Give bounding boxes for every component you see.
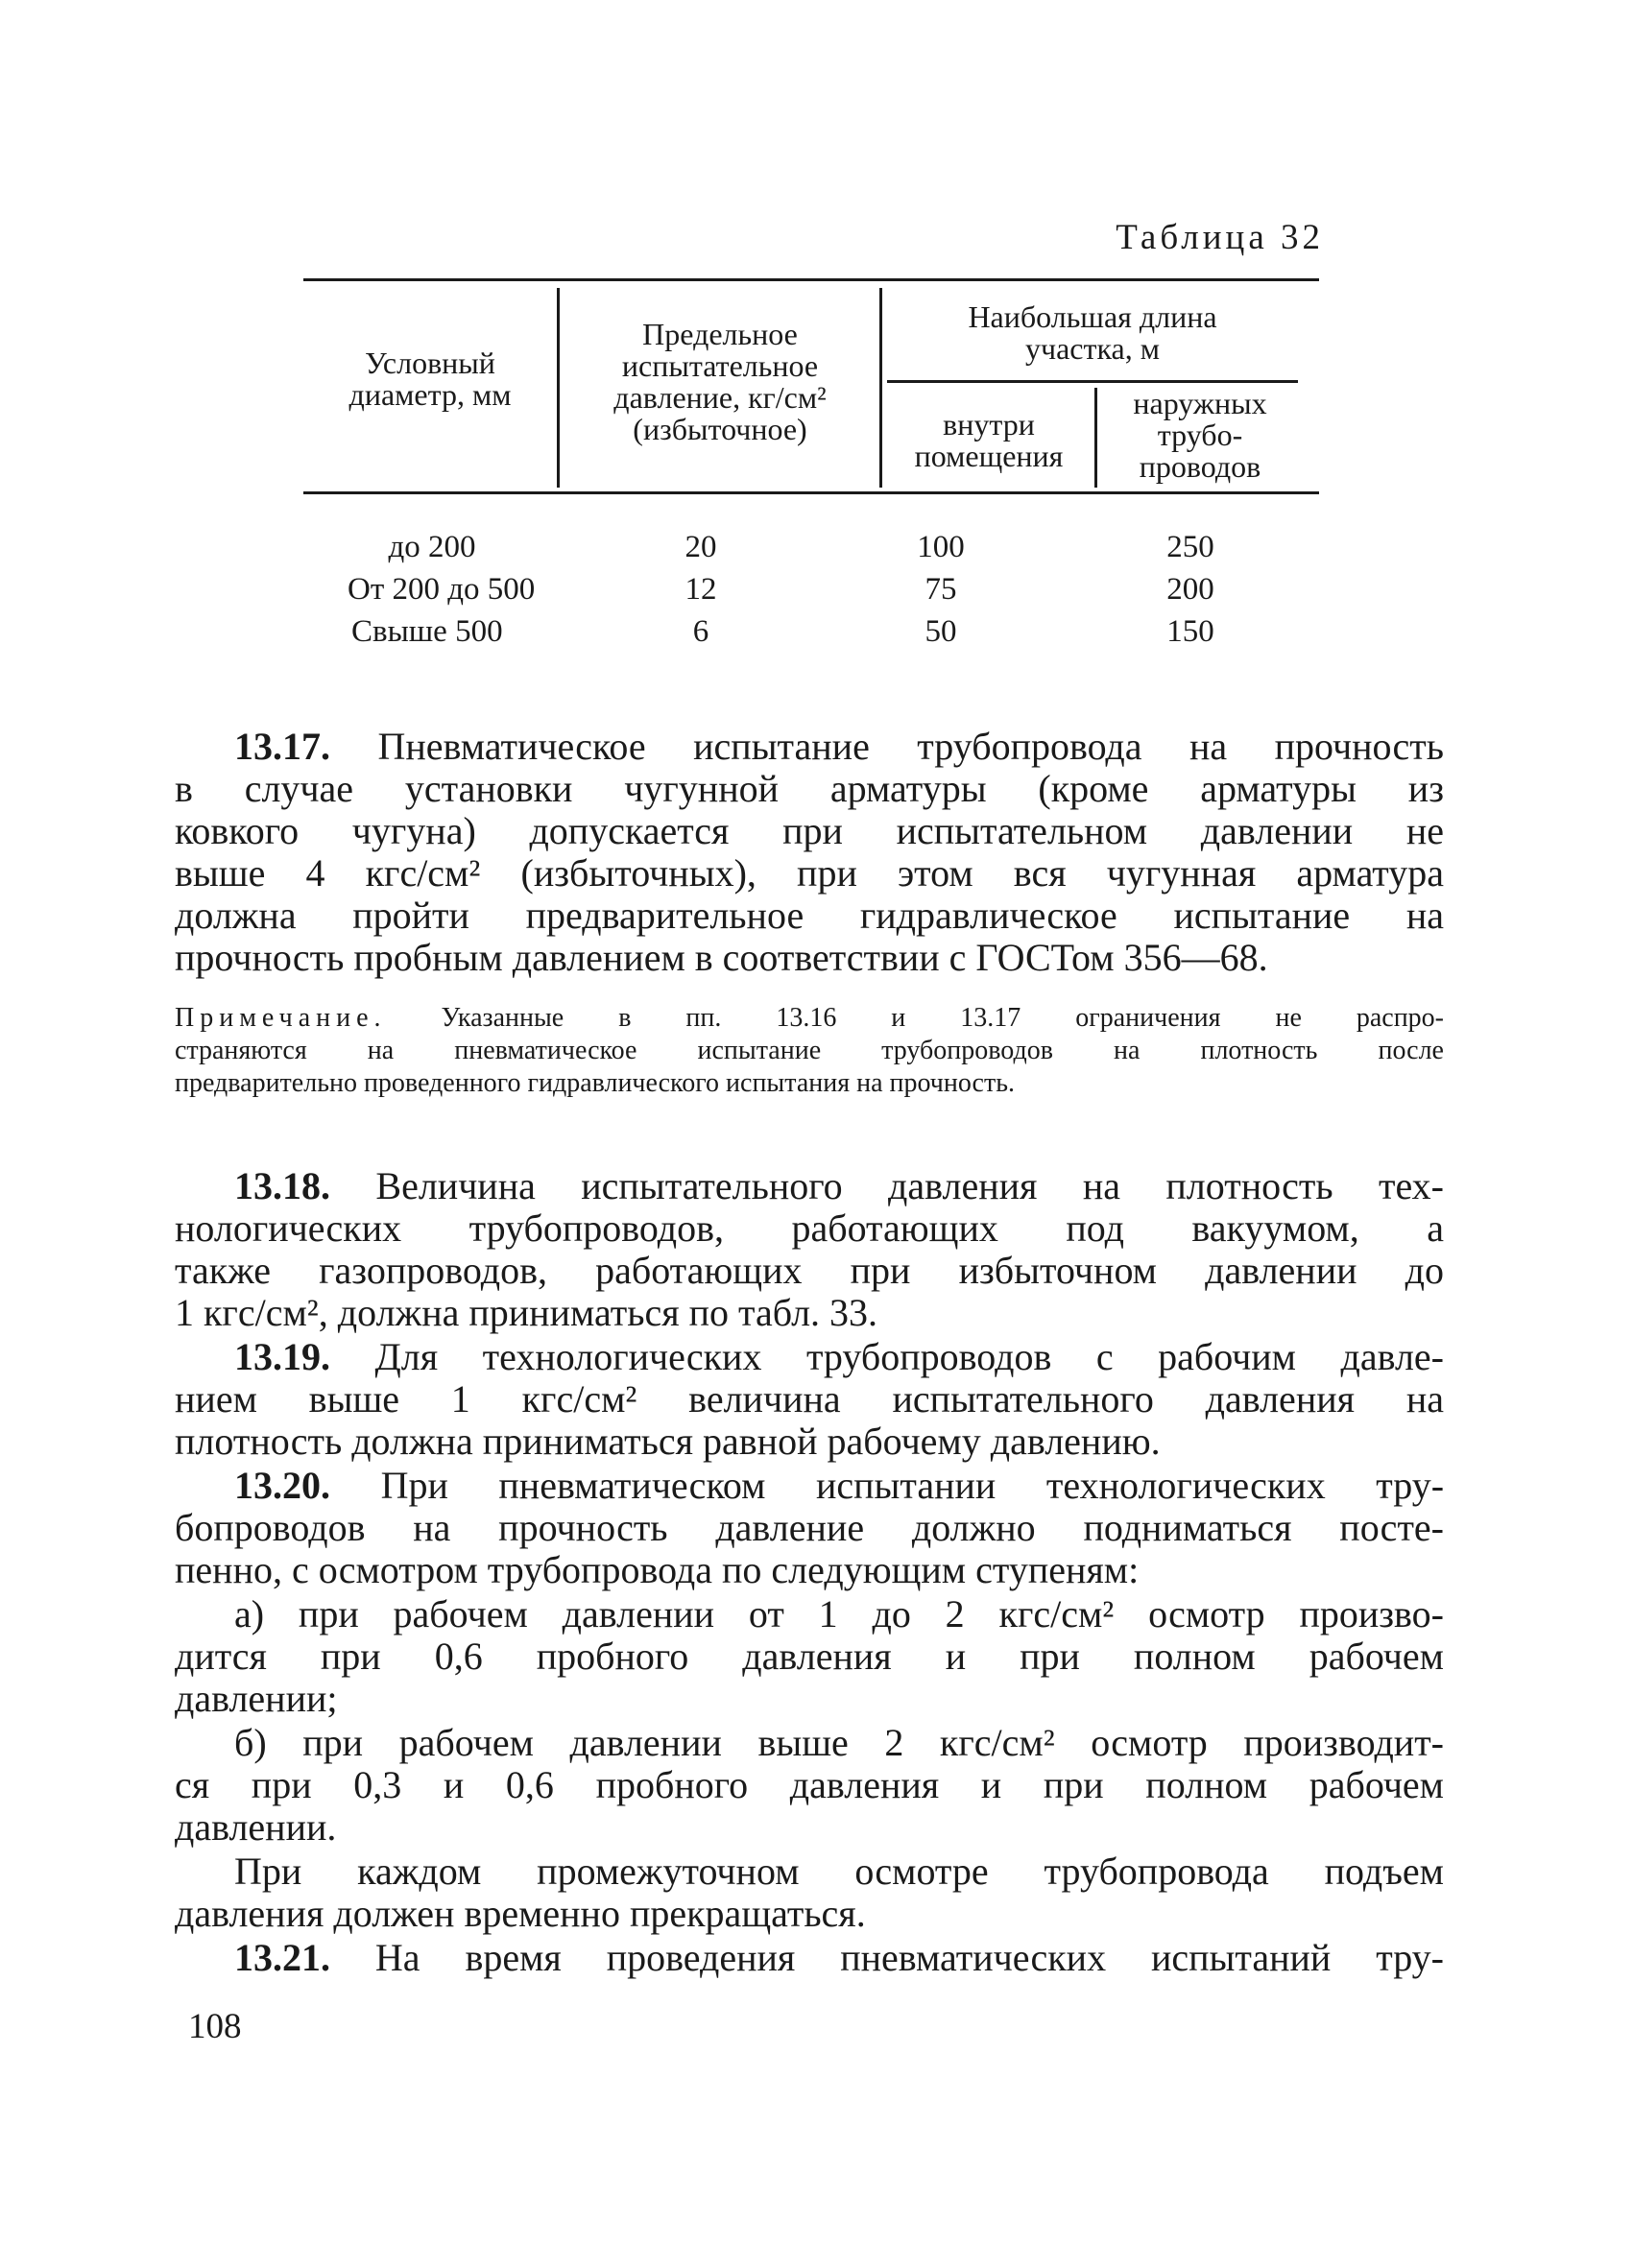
cell-pressure: 6 <box>692 614 709 649</box>
list-item-a: а) при рабочем давлении от 1 до 2 кгс/см² осмотр произво- дится при 0,6 пробного давления и при полном рабочем давлении; <box>175 1592 1444 1720</box>
table-subheader-rule <box>887 380 1298 383</box>
cell-diameter: От 200 до 500 <box>348 572 536 607</box>
header-outside: наружных трубо- проводов <box>1133 386 1267 484</box>
table-caption: Таблица 32 <box>1116 218 1324 257</box>
paragraph-13-19: 13.19. Для технологических трубопроводов с рабочим давле- нием выше 1 кгс/см² величина испытательного давления на плотность должна приниматься равной рабочему давлению. <box>175 1335 1444 1463</box>
header-length: Наибольшая длина участка, м <box>968 299 1217 366</box>
table-col-divider-2 <box>879 288 882 488</box>
cell-inside: 50 <box>925 614 957 649</box>
cell-inside: 100 <box>917 530 965 564</box>
table-header-bottom-rule <box>303 491 1319 494</box>
cell-outside: 250 <box>1166 530 1214 564</box>
cell-pressure: 12 <box>684 572 717 607</box>
cell-diameter: Свыше 500 <box>351 614 503 649</box>
table-col-divider-3 <box>1094 388 1097 488</box>
paragraph-13-21: 13.21. На время проведения пневматических испытаний тру- <box>234 1936 1444 1979</box>
header-diameter: Условный диаметр, мм <box>348 346 512 412</box>
paragraph-13-17: 13.17. Пневматическое испытание трубопровода на прочность в случае установки чугунной арматуры (кроме арматуры из ковкого чугуна) допускается при испытательном давлении не выше 4 кгс/см² (избыточных), при этом вся чугунная арматура должна пройти предварительное гидравлическое испытание на прочность пробным давлением в соответствии с ГОСТом 356—68. <box>175 725 1444 979</box>
section-number: 13.18. <box>234 1164 330 1207</box>
list-item-b: б) при рабочем давлении выше 2 кгс/см² осмотр производит- ся при 0,3 и 0,6 пробного давления и при полном рабочем давлении. <box>175 1721 1444 1849</box>
cell-outside: 200 <box>1166 572 1214 607</box>
note: Примечание. Указанные в пп. 13.16 и 13.17 ограничения не распро- страняются на пневматическое испытание трубопроводов на плотность после предварительно проведенного гидравлического испытания на прочность. <box>175 1003 1445 1098</box>
section-number: 13.21. <box>234 1936 330 1979</box>
header-inside: внутри помещения <box>914 407 1064 473</box>
section-number: 13.17. <box>234 725 330 768</box>
paragraph-pressure-stop: При каждом промежуточном осмотре трубопровода подъем давления должен временно прекращаться. <box>175 1850 1444 1935</box>
paragraph-13-20: 13.20. При пневматическом испытании технологических тру- бопроводов на прочность давление должно подниматься посте- пенно, с осмотром трубопровода по следующим ступеням: <box>175 1464 1445 1591</box>
cell-pressure: 20 <box>684 530 717 564</box>
table-col-divider-1 <box>557 288 560 488</box>
cell-diameter: до 200 <box>388 530 476 564</box>
page-number: 108 <box>188 2007 242 2046</box>
cell-outside: 150 <box>1166 614 1214 649</box>
cell-inside: 75 <box>925 572 957 607</box>
paragraph-13-18: 13.18. Величина испытательного давления на плотность тех- нологических трубопроводов, работающих под вакуумом, а также газопроводов, работающих при избыточном давлении до 1 кгс/см², должна приниматься по табл. 33. <box>175 1164 1444 1334</box>
section-number: 13.19. <box>234 1335 330 1378</box>
note-label: Примечание. <box>175 1003 387 1033</box>
table-top-rule <box>303 278 1319 281</box>
header-pressure: Предельное испытательное давление, кг/см² (избыточное) <box>613 317 827 446</box>
section-number: 13.20. <box>234 1464 330 1507</box>
